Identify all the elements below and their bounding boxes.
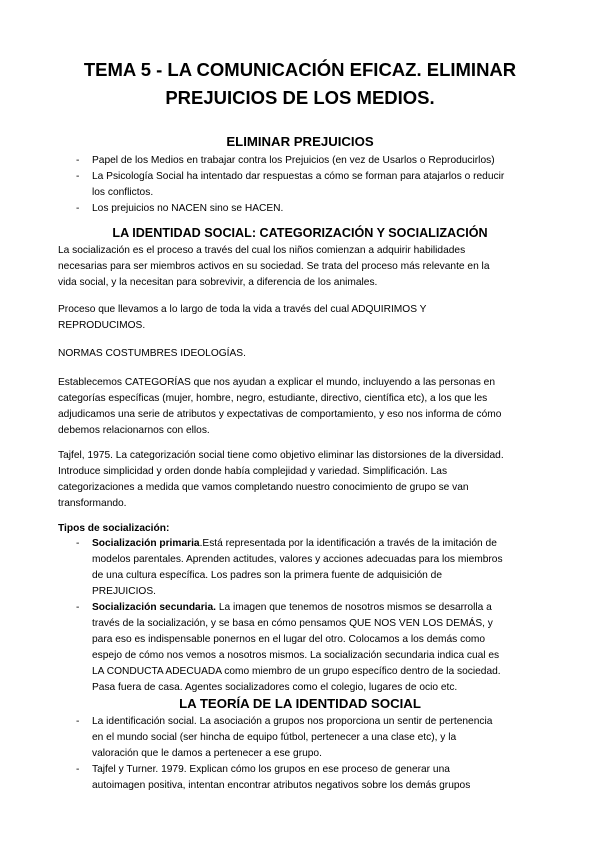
list-item-text: Tajfel y Turner. 1979. Explican cómo los grupos en ese proceso de generar una [92,764,450,775]
dash-marker: - [76,602,80,613]
text-line: categorizaciones a medida que vamos completando nuestro conocimiento de grupo se van [58,482,469,493]
list-item [58,714,548,762]
term-socializacion-primaria: Socialización primaria [92,538,200,549]
dash-marker: - [76,203,80,214]
text-line: NORMAS COSTUMBRES IDEOLOGÍAS. [58,348,246,359]
list-item-text [92,600,548,616]
list-item-text: Papel de los Medios en trabajar contra los Prejuicios (en vez de Usarlos o Reproducirlos) [92,155,495,166]
list-item-text: modelos parentales. Aprenden actitudes, valores y acciones adecuadas para los miembros [92,554,503,565]
term-socializacion-secundaria: Socialización secundaria. [92,602,216,613]
text-line: categorías específicas (mujer, hombre, negro, estudiante, directivo, científica etc), a los que les [58,393,488,404]
text-line: Introduce simplicidad y orden donde había complejidad y variedad. Simplificación. Las [58,466,448,477]
list-item [58,600,548,696]
list-item-text: espejo de cómo nos vemos a nosotros mismos. La socialización secundaria indica cual es [92,650,500,661]
list-item-text: los conflictos. [92,187,154,198]
list-item-text: Pasa fuera de casa. Agentes socializadores como el colegio, lugares de ocio etc. [92,682,458,693]
bullet-list-tipos [58,536,548,696]
text-line: La socialización es el proceso a través del cual los niños comienzan a adquirir habilidades [58,245,466,256]
dash-marker: - [76,538,80,549]
dash-marker: - [76,716,80,727]
text-fragment: .Está representada por la identificación a través de la imitación de [199,538,497,549]
text-line: vida social, y la necesitan para sobrevivir, a diferencia de los animales. [58,277,378,288]
paragraph-tajfel [58,448,548,512]
heading-teoria-identidad: LA TEORÍA DE LA IDENTIDAD SOCIAL [179,696,421,711]
list-item [58,169,548,201]
text-line: debemos relacionarnos con ellos. [58,425,210,436]
title-line-2: PREJUICIOS DE LOS MEDIOS. [165,87,435,108]
dash-marker: - [76,171,80,182]
list-item [58,536,548,600]
heading-eliminar-prejuicios: ELIMINAR PREJUICIOS [226,134,374,149]
list-item-text [92,536,548,552]
title-line-1: TEMA 5 - LA COMUNICACIÓN EFICAZ. ELIMINAR [83,59,517,80]
text-line: transformando. [58,498,127,509]
text-line: necesarias para ser miembros activos en su sociedad. Se trata del proceso más relevante en la [58,261,490,272]
list-item-text: valoración que le damos a pertenecer a ese grupo. [92,748,322,759]
bullet-list-prejuicios [58,153,548,217]
text-line: Tajfel, 1975. La categorización social tiene como objetivo eliminar las distorsiones de la diversidad. [58,450,504,461]
list-item-text: en el mundo social (ser hincha de equipo fútbol, pertenecer a una clase etc), y la [92,732,457,743]
paragraph-categorias [58,375,548,439]
list-item-text: La identificación social. La asociación a grupos nos proporciona un sentir de pertenencia [92,716,493,727]
paragraph-proceso [58,302,548,334]
list-item [58,762,548,794]
list-item [58,153,548,169]
dash-marker: - [76,764,80,775]
text-line: Establecemos CATEGORÍAS que nos ayudan a explicar el mundo, incluyendo a las personas en [58,377,495,388]
paragraph-socializacion [58,243,548,291]
text-line: REPRODUCIMOS. [58,320,146,331]
list-item-text: para eso es indispensable ponernos en el lugar del otro. Colocamos a los demás como [92,634,486,645]
list-item-text: través de la socialización, y se basa en cómo pensamos QUE NOS VEN LOS DEMÁS, y [92,618,493,629]
list-item-text: PREJUICIOS. [92,586,156,597]
list-item-text: Los prejuicios no NACEN sino se HACEN. [92,203,284,214]
dash-marker: - [76,155,80,166]
text-line: adjudicamos una serie de atributos y expectativas de comportamiento, y eso nos informa de cómo [58,409,502,420]
list-item [58,201,548,217]
list-item-text: de una cultura específica. Los padres son la primera fuente de adquisición de [92,570,442,581]
paragraph-normas [58,346,548,362]
list-item-text: autoimagen positiva, intentan encontrar atributos negativos sobre los demás grupos [92,780,471,791]
text-line: Tipos de socialización: [58,523,170,534]
list-item-text: LA CONDUCTA ADECUADA como miembro de un grupo específico dentro de la sociedad. [92,666,501,677]
text-line: Proceso que llevamos a lo largo de toda la vida a través del cual ADQUIRIMOS Y [58,304,427,315]
bullet-list-teoria [58,714,548,794]
types-label [58,521,548,537]
list-item-text: La Psicología Social ha intentado dar respuestas a cómo se forman para atajarlos o reducir [92,171,505,182]
document-title [40,56,560,112]
heading-identidad-social: LA IDENTIDAD SOCIAL: CATEGORIZACIÓN Y SOCIALIZACIÓN [112,226,488,240]
text-fragment: La imagen que tenemos de nosotros mismos se desarrolla a [216,602,492,613]
